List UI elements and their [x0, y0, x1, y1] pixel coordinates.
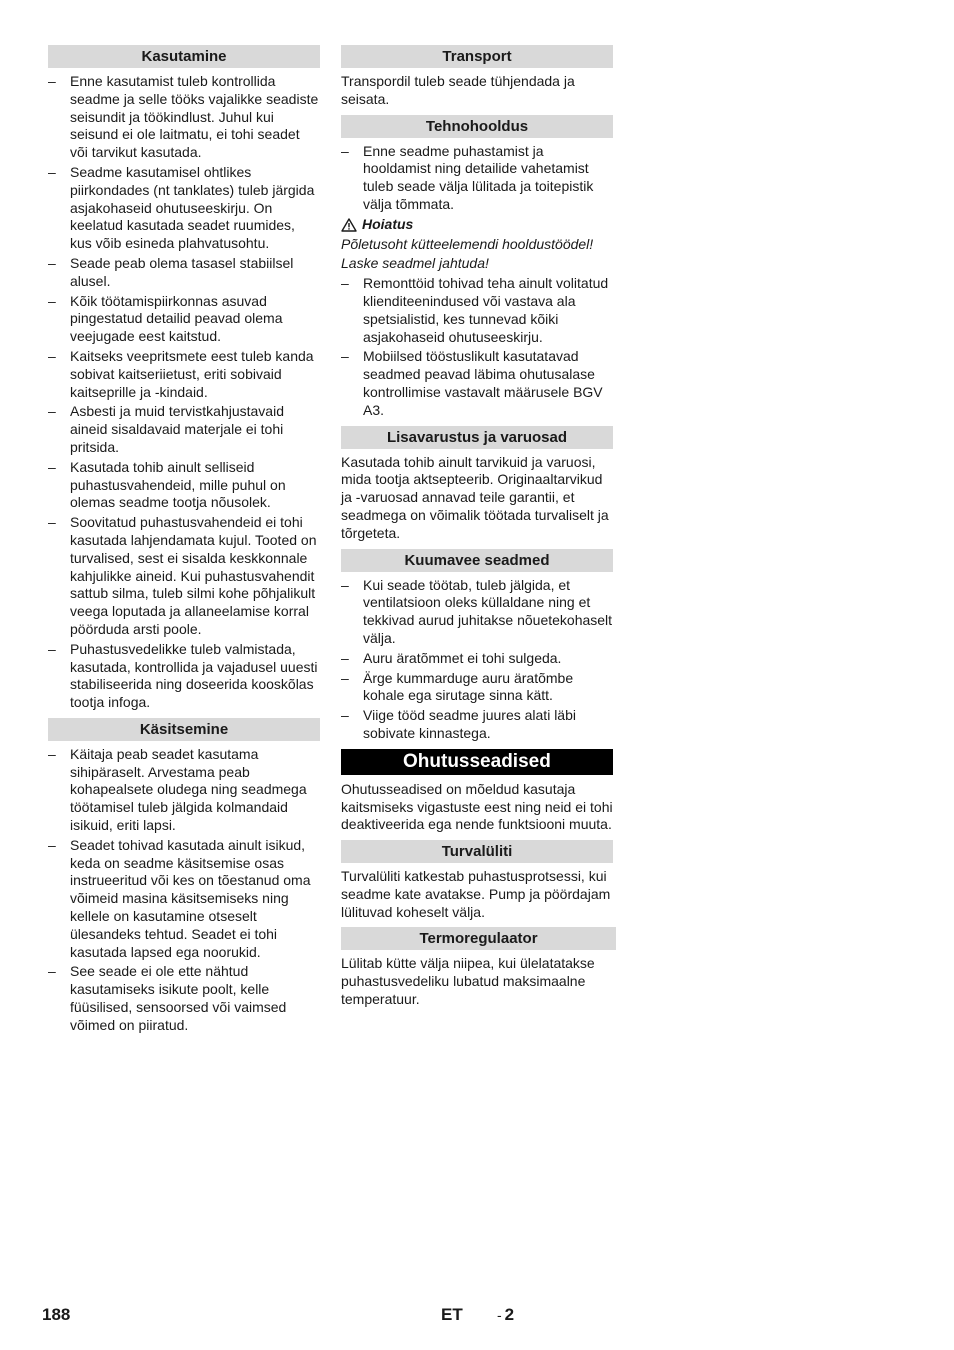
list-item: – Kaitseks veepritsmete eest tuleb kanda sobivat kaitseriietust, eriti sobivaid kaitseprille ja -kindaid.: [48, 348, 320, 401]
page-suffix-number: 2: [504, 1305, 515, 1324]
list-item: – Kui seade töötab, tuleb jälgida, et ventilatsioon oleks küllaldane ning et tekkivad aurud juhitakse nõuetekohaselt välja.: [341, 577, 613, 648]
page-number: 188: [42, 1305, 71, 1324]
lisavarustus-text: Kasutada tohib ainult tarvikuid ja varuosi, mida tootja aktsepteerib. Originaaltarvikud ja -varuosad annavad teile garantii, et seadmega on võimalik töötada turvaliselt ja tõrgeteta.: [341, 453, 609, 541]
termoregulaator-text: Lülitab kütte välja niipea, kui ülelatatakse puhastusvedeliku lubatud maksimaalne temperatuur.: [341, 955, 595, 1008]
chapter-heading-ohutusseadised: Ohutusseadised: [341, 749, 613, 775]
transport-text: Transpordil tuleb seade tühjendada ja seisata.: [341, 73, 575, 107]
left-column: [48, 45, 320, 1041]
list-item: – Auru äratõmmet ei tohi sulgeda.: [341, 650, 613, 668]
list-item: – Remonttöid tohivad teha ainult volitatud klienditeenindused või vastava ala spetsialistid, kes tunnevad kõiki asjakohaseid ohutuseeskirju.: [341, 275, 613, 346]
warning-line-2: Laske seadmel jahtuda!: [341, 255, 489, 272]
section-heading-lisavarustus: Lisavarustus ja varuosad: [341, 426, 613, 449]
warning-heading: [341, 216, 613, 234]
list-item: – Seadme kasutamisel ohtlikes piirkondades (nt tanklates) tuleb järgida asjakohaseid ohutuseeskirju. On keelatud kasutada seadet ruumides, kus võib esineda plahvatusohtu.: [48, 164, 320, 253]
section-heading-kasitsemine: Käsitsemine: [48, 718, 320, 741]
list-item: – Asbesti ja muid tervistkahjustavaid aineid sisaldavaid materjale ei tohi pritsida.: [48, 403, 320, 456]
tehnohooldus-list-after: [341, 275, 613, 419]
right-column: [341, 45, 613, 1015]
page-suffix: [497, 1306, 514, 1325]
list-item: – Soovitatud puhastusvahendeid ei tohi kasutada lahjendamata kujul. Tooted on turvalised, sest ei sisalda keskkonnale kahjulikke aineid. Kui puhastusvahendit sattub silma, tuleb silmi kohe põhjalikult veega loputada ja allaneelamise korral pöörduda arsti poole.: [48, 514, 320, 639]
list-item: – Seade peab olema tasasel stabiilsel alusel.: [48, 255, 320, 291]
section-heading-turvaluliti: Turvalüliti: [341, 840, 613, 863]
section-heading-tehnohooldus: Tehnohooldus: [341, 115, 613, 138]
list-item: – Enne kasutamist tuleb kontrollida seadme ja selle tööks vajalikke seadiste seisundit ja töökindlust. Juhul kui seisund ei ole laitmatu, ei tohi seadet või tarvikut kasutada.: [48, 73, 320, 162]
section-heading-termoregulaator: Termoregulaator: [341, 927, 616, 950]
section-heading-kasutamine: Kasutamine: [48, 45, 320, 68]
warning-line-1: Põletusoht kütteelemendi hooldustöödel!: [341, 235, 594, 252]
list-item: – Viige tööd seadme juures alati läbi sobivate kinnastega.: [341, 707, 613, 743]
list-item: – See seade ei ole ette nähtud kasutamiseks isikute poolt, kelle füüsilised, sensoorsed või vaimsed võimed on piiratud.: [48, 963, 320, 1034]
section-heading-transport: Transport: [341, 45, 613, 68]
warning-title: Hoiatus: [362, 215, 414, 232]
list-item: – Puhastusvedelikke tuleb valmistada, kasutada, kontrollida ja vajadusel uuesti stabiliseerida ning doseerida kooskõlas tootja infoga.: [48, 641, 320, 712]
list-item: – Ärge kummarduge auru äratõmbe kohale ega sirutage sinna kätt.: [341, 670, 613, 706]
kasitsemine-list: [48, 746, 320, 1035]
list-item: – Kõik töötamispiirkonnas asuvad pingestatud detailid peavad olema veejugade eest kaitstud.: [48, 293, 320, 346]
page-suffix-dash: -: [497, 1307, 502, 1323]
turvaluliti-text: Turvalüliti katkestab puhastusprotsessi, kui seadme kate avatakse. Pump ja pöördajam lülituvad koheselt välja.: [341, 868, 611, 920]
kuumavee-list: [341, 577, 613, 743]
list-item: – Kasutada tohib ainult selliseid puhastusvahendeid, mille puhul on olemas seadme tootja nõusolek.: [48, 459, 320, 512]
warning-triangle-icon: [341, 218, 357, 232]
tehnohooldus-list-before: [341, 143, 613, 214]
section-heading-kuumavee: Kuumavee seadmed: [341, 549, 613, 572]
list-item: – Seadet tohivad kasutada ainult isikud, keda on seadme käsitsemise osas instrueeritud või kes on tõestanud oma võimeid masina käsitsemiseks ning kellele on kasutamine otseselt ülesandeks tehtud. Seadet ei tohi kasutada lapsed ega noorukid.: [48, 837, 320, 962]
kasutamine-list: [48, 73, 320, 712]
ohutusseadised-text: Ohutusseadised on mõeldud kasutaja kaitsmiseks vigastuste eest ning neid ei tohi deaktiveerida ega nende funktsiooni muuta.: [341, 780, 613, 833]
list-item: – Käitaja peab seadet kasutama sihipäraselt. Arvestama peab kohapealsete oludega ning seadmega töötamisel tuleb jälgida kolmandaid isikuid, eriti lapsi.: [48, 746, 320, 835]
language-code: ET: [441, 1305, 463, 1324]
list-item: – Enne seadme puhastamist ja hooldamist ning detailide vahetamist tuleb seade välja lülitada ja toitepistik välja tõmmata.: [341, 143, 613, 214]
list-item: – Mobiilsed tööstuslikult kasutatavad seadmed peavad läbima ohutusalase kontrollimise vastavalt määrusele BGV A3.: [341, 348, 613, 419]
